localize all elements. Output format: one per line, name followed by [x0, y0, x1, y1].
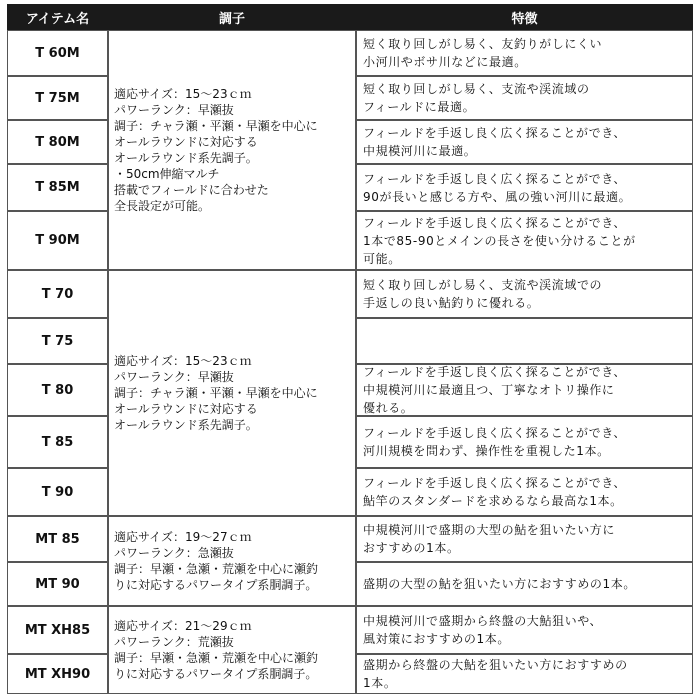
item-feature-text: 中規模河川で盛期の大型の鮎を狙いたい方に おすすめの1本。	[363, 523, 616, 555]
item-name: MT XH85	[7, 606, 108, 654]
item-feature-text: フィールドを手返し良く広く探ることができ、 鮎竿のスタンダードを求めるなら最高な1本。	[363, 476, 626, 508]
tune-line: 調子：チャラ瀬・平瀬・早瀬を中心に	[114, 386, 318, 400]
item-name: T 90	[7, 468, 108, 516]
item-feature	[356, 416, 693, 468]
tune-line: オールラウンド系先調子。	[114, 418, 258, 432]
tune-line: ・50cm伸縮マルチ	[114, 167, 220, 181]
tune-line: 全長設定が可能。	[114, 199, 211, 213]
item-name: T 80M	[7, 120, 108, 164]
item-feature-text: 盛期の大型の鮎を狙いたい方におすすめの1本。	[363, 577, 636, 591]
tune-line: 調子：早瀬・急瀬・荒瀬を中心に瀬釣	[114, 651, 319, 665]
item-feature-text: フィールドを手返し良く広く探ることができ、 90が長いと感じる方や、風の強い河川に最適。	[363, 171, 632, 204]
tune-line: 適応サイズ：15～23ｃｍ	[114, 354, 252, 368]
tune-line: 搭載でフィールドに合わせた	[114, 183, 269, 197]
item-name: T 90M	[7, 211, 108, 270]
item-feature	[356, 30, 693, 76]
tune-line: りに対応するパワータイプ系胴調子。	[114, 578, 318, 592]
item-feature-text: 盛期から終盤の大鮎を狙いたい方におすすめの 1本。	[363, 658, 628, 690]
item-feature	[356, 364, 693, 416]
tune-line: パワーランク：早瀬抜	[114, 103, 234, 117]
item-feature-text: フィールドを手返し良く広く探ることができ、 中規模河川に最適。	[363, 126, 626, 158]
tune-cell	[108, 516, 356, 606]
item-feature-text: 中規模河川で盛期から終盤の大鮎狙いや、 風対策におすすめの1本。	[363, 614, 603, 646]
item-name: T 75	[7, 318, 108, 364]
tune-line: 適応サイズ：15～23ｃｍ	[114, 87, 252, 101]
tune-line: オールラウンド系先調子。	[114, 151, 258, 165]
header-feature: 特徴	[356, 4, 693, 30]
tune-cell	[108, 270, 356, 516]
item-name: T 70	[7, 270, 108, 318]
item-feature-text: フィールドを手返し良く広く探ることができ、 中規模河川に最適且つ、丁寧なオトリ操作に 優れる。	[363, 365, 626, 415]
tune-line: パワーランク：急瀬抜	[114, 546, 234, 560]
tune-line: オールラウンドに対応する	[114, 402, 258, 416]
spec-table	[7, 4, 693, 694]
item-feature	[356, 468, 693, 516]
item-feature-text: フィールドを手返し良く広く探ることができ、 河川規模を問わず、操作性を重視した1本。	[363, 426, 626, 458]
tune-line: りに対応するパワータイプ系胴調子。	[114, 667, 318, 681]
item-name: MT 90	[7, 562, 108, 606]
item-feature	[356, 76, 693, 120]
item-name: T 80	[7, 364, 108, 416]
tune-line: 適応サイズ：21～29ｃｍ	[114, 619, 252, 633]
item-feature	[356, 606, 693, 654]
item-name: T 85	[7, 416, 108, 468]
tune-line: 適応サイズ：19～27ｃｍ	[114, 530, 252, 544]
item-name: T 75M	[7, 76, 108, 120]
header-item-name: アイテム名	[7, 4, 108, 30]
tune-line: 調子：早瀬・急瀬・荒瀬を中心に瀬釣	[114, 562, 319, 576]
tune-cell	[108, 30, 356, 270]
tune-cell	[108, 606, 356, 694]
item-name: MT 85	[7, 516, 108, 562]
item-feature	[356, 318, 693, 364]
item-feature-text: フィールドを手返し良く広く探ることができ、 1本で85-90とメインの長さを使い分けることが 可能。	[363, 215, 636, 266]
item-feature	[356, 120, 693, 164]
item-name: MT XH90	[7, 654, 108, 694]
item-feature	[356, 562, 693, 606]
item-feature	[356, 211, 693, 270]
item-feature	[356, 270, 693, 318]
item-name: T 60M	[7, 30, 108, 76]
tune-line: パワーランク：早瀬抜	[114, 370, 234, 384]
item-name: T 85M	[7, 164, 108, 211]
item-feature	[356, 654, 693, 694]
item-feature-text: 短く取り回しがし易く、支流や渓流域での 手返しの良い鮎釣りに優れる。	[363, 278, 603, 310]
item-feature-text: 短く取り回しがし易く、友釣りがしにくい 小河川やボサ川などに最適。	[363, 37, 603, 69]
tune-line: オールラウンドに対応する	[114, 135, 258, 149]
tune-line: 調子：チャラ瀬・平瀬・早瀬を中心に	[114, 119, 318, 133]
item-feature-text: 短く取り回しがし易く、支流や渓流域の フィールドに最適。	[363, 82, 590, 114]
item-feature	[356, 516, 693, 562]
header-tune: 調子	[108, 4, 356, 30]
tune-line: パワーランク：荒瀬抜	[114, 635, 234, 649]
item-feature	[356, 164, 693, 211]
